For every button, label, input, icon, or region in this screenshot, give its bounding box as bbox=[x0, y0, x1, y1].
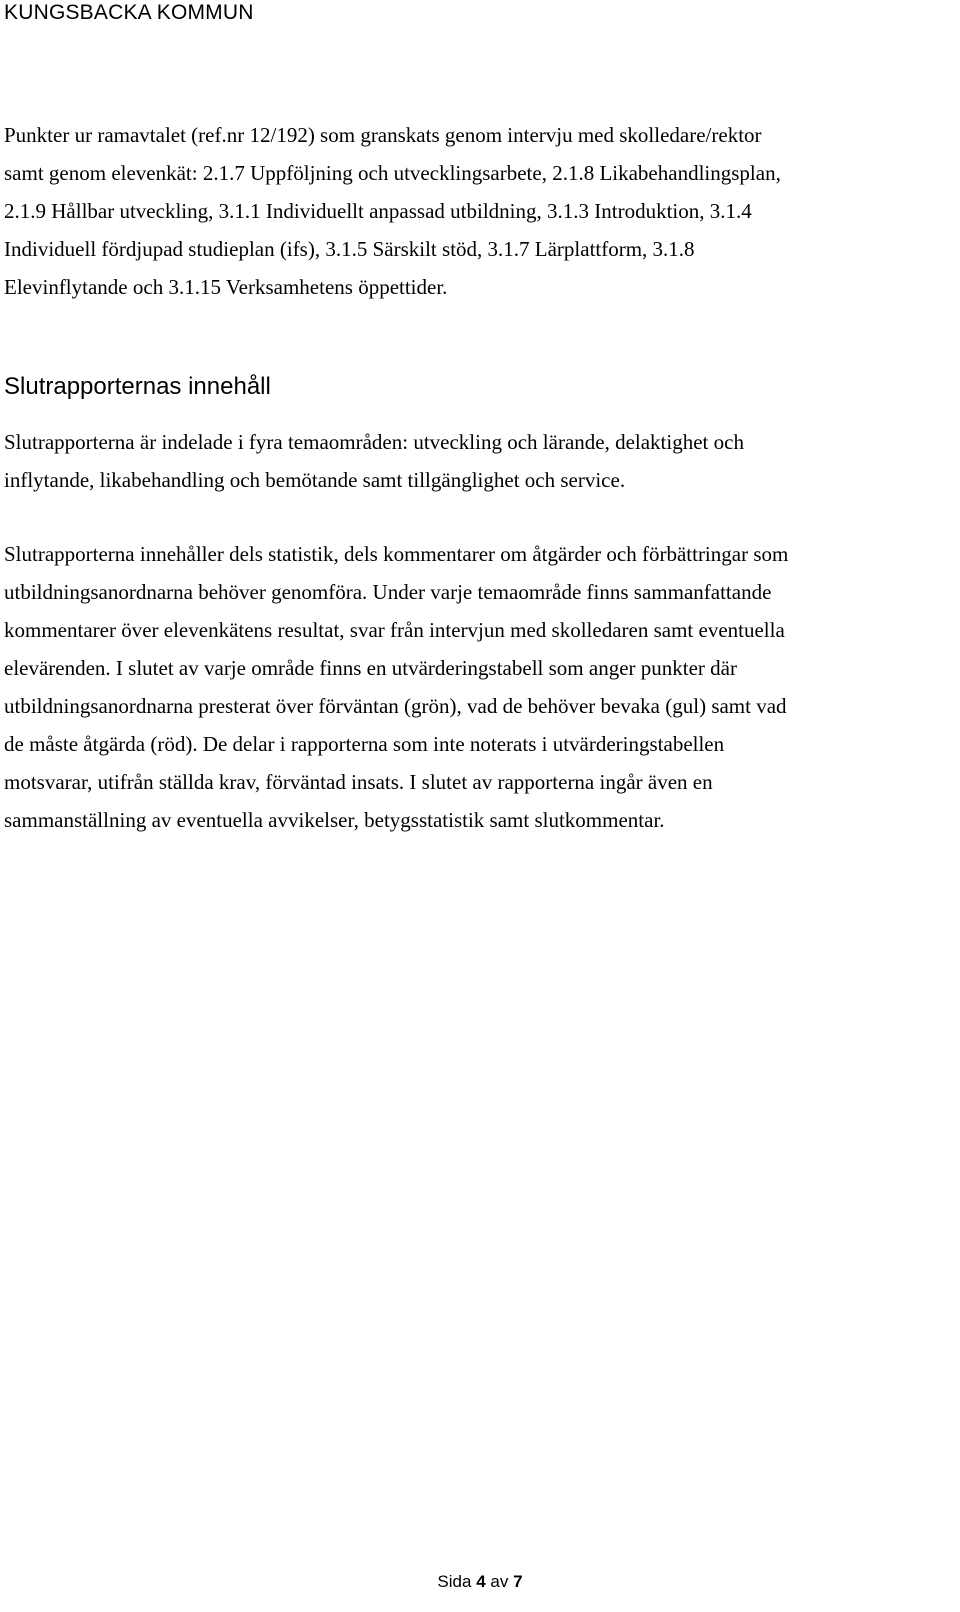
intro-line: Punkter ur ramavtalet (ref.nr 12/192) som granskats genom intervju med skolledare/rektor bbox=[4, 123, 762, 147]
paragraph-line: Slutrapporterna är indelade i fyra temaområden: utveckling och lärande, delaktighet och bbox=[4, 430, 744, 454]
page-number-footer bbox=[0, 1571, 960, 1593]
intro-line: Individuell fördjupad studieplan (ifs), 3.1.5 Särskilt stöd, 3.1.7 Lärplattform, 3.1.8 bbox=[4, 237, 695, 261]
paragraph-line: motsvarar, utifrån ställda krav, förväntad insats. I slutet av rapporterna ingår även en bbox=[4, 770, 713, 794]
paragraph-line: Slutrapporterna innehåller dels statistik, dels kommentarer om åtgärder och förbättringar som bbox=[4, 542, 789, 566]
paragraph-line: sammanställning av eventuella avvikelser, betygsstatistik samt slutkommentar. bbox=[4, 808, 665, 832]
section-paragraph-2 bbox=[4, 535, 954, 839]
intro-paragraph bbox=[4, 116, 954, 306]
paragraph-line: utbildningsanordnarna presterat över förväntan (grön), vad de behöver bevaka (gul) samt vad bbox=[4, 694, 787, 718]
total-pages-number: 7 bbox=[513, 1572, 523, 1591]
section-paragraph-1 bbox=[4, 423, 954, 499]
paragraph-line: kommentarer över elevenkätens resultat, svar från intervjun med skolledaren samt eventuella bbox=[4, 618, 785, 642]
organization-header: KUNGSBACKA KOMMUN bbox=[4, 1, 254, 24]
paragraph-line: de måste åtgärda (röd). De delar i rapporterna som inte noterats i utvärderingstabellen bbox=[4, 732, 725, 756]
intro-line: samt genom elevenkät: 2.1.7 Uppföljning och utvecklingsarbete, 2.1.8 Likabehandlingsplan, bbox=[4, 161, 781, 185]
paragraph-line: elevärenden. I slutet av varje område finns en utvärderingstabell som anger punkter där bbox=[4, 656, 737, 680]
intro-line: 2.1.9 Hållbar utveckling, 3.1.1 Individuellt anpassad utbildning, 3.1.3 Introduktion, 3.1.4 bbox=[4, 199, 752, 223]
page-label-mid: av bbox=[490, 1572, 509, 1591]
page-label-prefix: Sida bbox=[437, 1572, 472, 1591]
section-heading: Slutrapporternas innehåll bbox=[4, 373, 271, 400]
intro-line: Elevinflytande och 3.1.15 Verksamhetens öppettider. bbox=[4, 275, 448, 299]
paragraph-line: inflytande, likabehandling och bemötande samt tillgänglighet och service. bbox=[4, 468, 626, 492]
paragraph-line: utbildningsanordnarna behöver genomföra. Under varje temaområde finns sammanfattande bbox=[4, 580, 772, 604]
current-page-number: 4 bbox=[476, 1572, 486, 1591]
